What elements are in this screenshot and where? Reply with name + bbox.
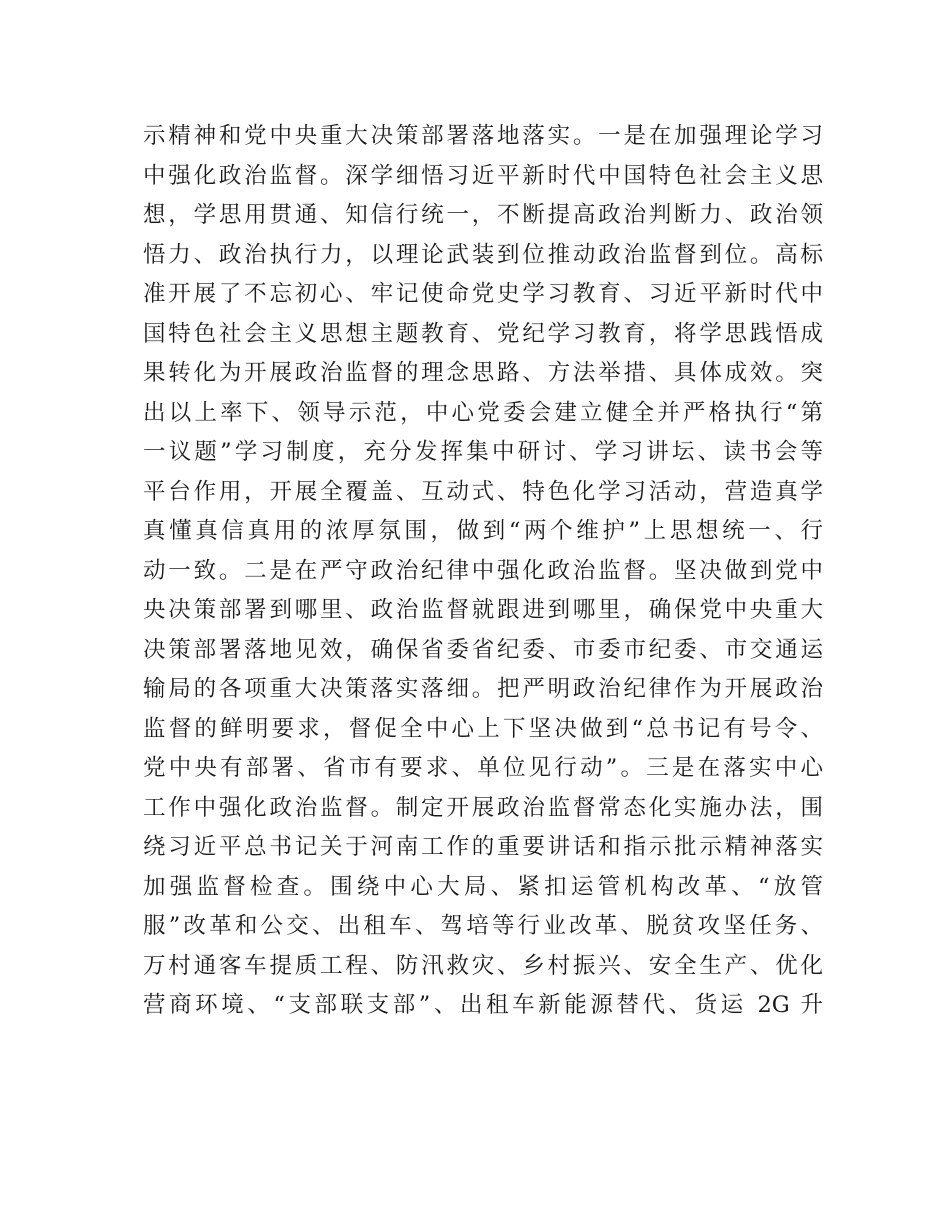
text-line: 示精神和党中央重大决策部署落地落实。一是在加强理论学习 <box>143 123 823 149</box>
text-line: 想，学思用贯通、知信行统一，不断提高政治判断力、政治领 <box>143 202 823 228</box>
text-line: 中强化政治监督。深学细悟习近平新时代中国特色社会主义思 <box>143 162 823 189</box>
text-line: 出以上率下、领导示范，中心党委会建立健全并严格执行“第 <box>143 399 823 426</box>
text-line: 一议题”学习制度，充分发挥集中研讨、学习讲坛、读书会等 <box>143 439 823 465</box>
text-line: 央决策部署到哪里、政治监督就跟进到哪里，确保党中央重大 <box>143 597 823 623</box>
text-line: 加强监督检查。围绕中心大局、紧扣运管机构改革、“放管 <box>143 873 823 900</box>
text-line: 输局的各项重大决策落实落细。把严明政治纪律作为开展政治 <box>143 676 823 702</box>
text-line: 服”改革和公交、出租车、驾培等行业改革、脱贫攻坚任务、 <box>143 913 823 939</box>
text-line: 万村通客车提质工程、防汛救灾、乡村振兴、安全生产、优化 <box>143 952 823 979</box>
text-line: 党中央有部署、省市有要求、单位见行动”。三是在落实中心 <box>143 755 823 781</box>
text-line: 真懂真信真用的浓厚氛围，做到“两个维护”上思想统一、行 <box>143 518 823 544</box>
text-line: 悟力、政治执行力，以理论武装到位推动政治监督到位。高标 <box>143 241 823 268</box>
text-line: 果转化为开展政治监督的理念思路、方法举措、具体成效。突 <box>143 360 823 386</box>
text-line: 国特色社会主义思想主题教育、党纪学习教育，将学思践悟成 <box>143 320 823 347</box>
text-line: 工作中强化政治监督。制定开展政治监督常态化实施办法，围 <box>143 794 823 821</box>
text-line: 决策部署落地见效，确保省委省纪委、市委市纪委、市交通运 <box>143 636 823 663</box>
text-line: 营商环境、“支部联支部”、出租车新能源替代、货运 2G 升 <box>143 992 823 1018</box>
text-line: 平台作用，开展全覆盖、互动式、特色化学习活动，营造真学 <box>143 478 823 505</box>
text-line: 绕习近平总书记关于河南工作的重要讲话和指示批示精神落实 <box>143 834 823 860</box>
text-line: 准开展了不忘初心、牢记使命党史学习教育、习近平新时代中 <box>143 281 823 307</box>
text-line: 监督的鲜明要求，督促全中心上下坚决做到“总书记有号令、 <box>143 715 823 742</box>
text-line: 动一致。二是在严守政治纪律中强化政治监督。坚决做到党中 <box>143 557 823 584</box>
body-paragraph <box>143 117 823 1026</box>
